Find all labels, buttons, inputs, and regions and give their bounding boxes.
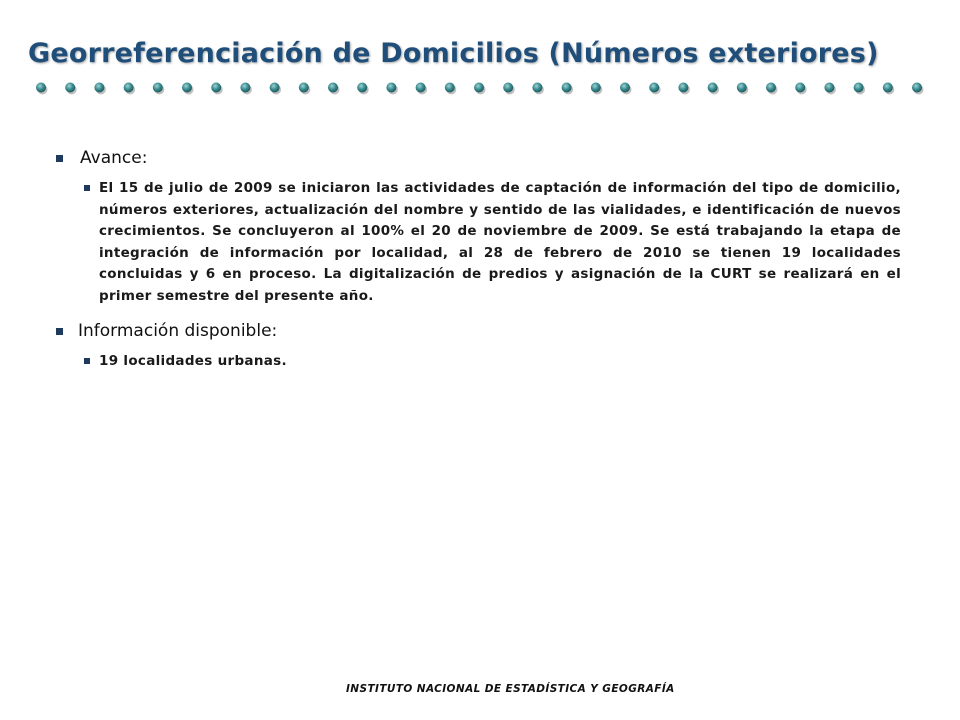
divider-dot [795,83,805,93]
divider-dot [591,83,601,93]
divider-dot [854,83,864,93]
divider-dot [211,83,221,93]
divider-dot [824,83,834,93]
square-bullet-icon [56,155,63,162]
divider-dot [416,83,426,93]
divider-dot [620,83,630,93]
section-informacion [56,321,901,341]
divider-dot [357,83,367,93]
square-bullet-icon [56,328,63,335]
slide-title: Georreferenciación de Domicilios (Números exteriores) [28,38,879,69]
divider-dot [532,83,542,93]
divider-dot [240,83,250,93]
divider-dot [912,83,922,93]
divider-dot [474,83,484,93]
divider-dot [270,83,280,93]
footer-institution: INSTITUTO NACIONAL DE ESTADÍSTICA Y GEOGRAFÍA [346,683,675,695]
square-bullet-icon [84,185,90,191]
divider-dot [708,83,718,93]
square-bullet-icon [84,358,90,364]
slide-body [56,148,901,373]
divider-dot [299,83,309,93]
divider-dot [328,83,338,93]
list-item-text: 19 localidades urbanas. [99,353,287,369]
divider-dot [883,83,893,93]
dotted-divider [33,78,933,98]
section-avance [56,148,901,168]
divider-dot [766,83,776,93]
divider-dot [36,83,46,93]
divider-dot [737,83,747,93]
divider-dot [649,83,659,93]
divider-dot [678,83,688,93]
divider-dot [124,83,134,93]
list-item [84,351,901,373]
divider-dot [503,83,513,93]
divider-dot [182,83,192,93]
divider-dot [445,83,455,93]
section-heading: Avance: [80,148,148,168]
divider-dot [153,83,163,93]
divider-dot [386,83,396,93]
section-heading: Información disponible: [78,321,278,341]
divider-dot [65,83,75,93]
list-item [84,178,901,307]
divider-dot [94,83,104,93]
list-item-text: El 15 de julio de 2009 se iniciaron las actividades de captación de información del tipo de domicilio, números exteriores, actualización del nombre y sentido de las vialidades, e identificación de nuevos crecimientos. Se concluyeron al 100% el 20 de noviembre de 2009. Se está trabajando la etapa de integración de información por localidad, al 28 de febrero de 2010 se tienen 19 localidades concluidas y 6 en proceso. La digitalización de predios y asignación de la CURT se realizará en el primer semestre del presente año. [99,180,901,304]
divider-dot [562,83,572,93]
